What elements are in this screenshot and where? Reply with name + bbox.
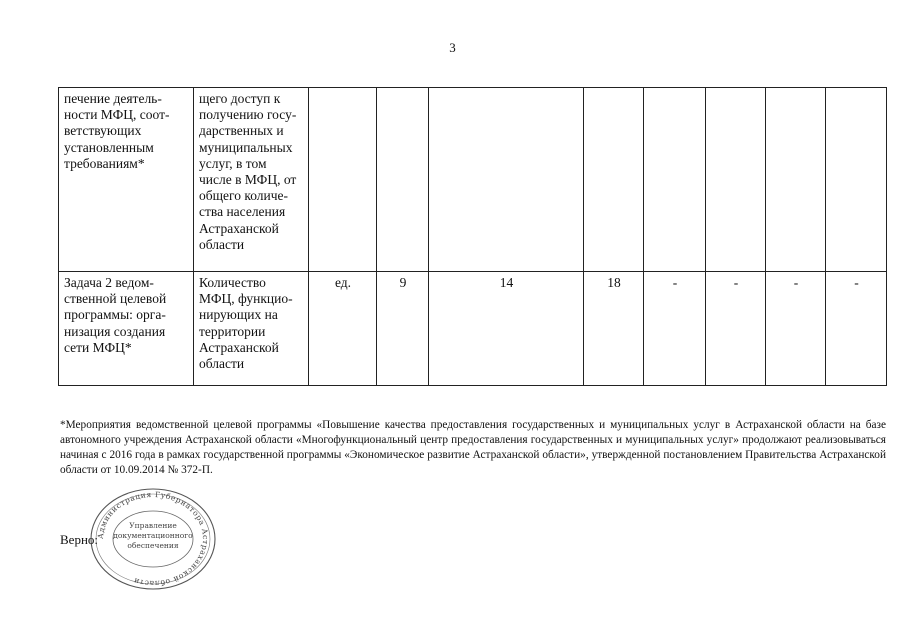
- table-row: [59, 272, 887, 386]
- table-cell: -: [706, 272, 766, 386]
- table-cell: -: [644, 272, 706, 386]
- table-cell: [377, 88, 429, 272]
- table-cell: [309, 88, 377, 272]
- table-cell: [766, 88, 826, 272]
- table-cell: [706, 88, 766, 272]
- verno-label: Верно:: [60, 532, 99, 547]
- seal-center-text: Управление документационного обеспечения: [113, 521, 193, 550]
- table-cell: печение деятель- ности МФЦ, соот- ветствующих установленным требованиям*: [59, 88, 194, 272]
- table-cell: 14: [429, 272, 584, 386]
- table-cell: 9: [377, 272, 429, 386]
- data-table: [58, 87, 887, 386]
- table-cell: [429, 88, 584, 272]
- table-cell: -: [766, 272, 826, 386]
- seal-ring-text: Администрация Губернатора Астраханской области: [95, 489, 211, 589]
- footnote: *Мероприятия ведомственной целевой программы «Повышение качества предоставления государственных и муниципальных услуг в Астраханской области на базе автономного учреждения Астраханской области «Многофункциональный центр предоставления государственных и муниципальных услуг» продолжают реализовываться начиная с 2016 года в рамках государственной программы «Экономическое развитие Астраханской области», утвержденной постановлением Правительства Астраханской области от 10.09.2014 № 372-П.: [60, 419, 886, 476]
- table-cell: Количество МФЦ, функцио- нирующих на территории Астраханской области: [194, 272, 309, 386]
- table-cell: Задача 2 ведом- ственной целевой программы: орга- низация создания сети МФЦ*: [59, 272, 194, 386]
- table-cell: ед.: [309, 272, 377, 386]
- table-cell: [826, 88, 887, 272]
- table-row: [59, 88, 887, 272]
- table-cell: 18: [584, 272, 644, 386]
- table-cell: [584, 88, 644, 272]
- table-cell: [644, 88, 706, 272]
- page-number: 3: [449, 40, 456, 55]
- table-cell: -: [826, 272, 887, 386]
- table-cell: щего доступ к получению госу- дарственных и муниципальных услуг, в том числе в МФЦ, от общего количе- ства населения Астраханской области: [194, 88, 309, 272]
